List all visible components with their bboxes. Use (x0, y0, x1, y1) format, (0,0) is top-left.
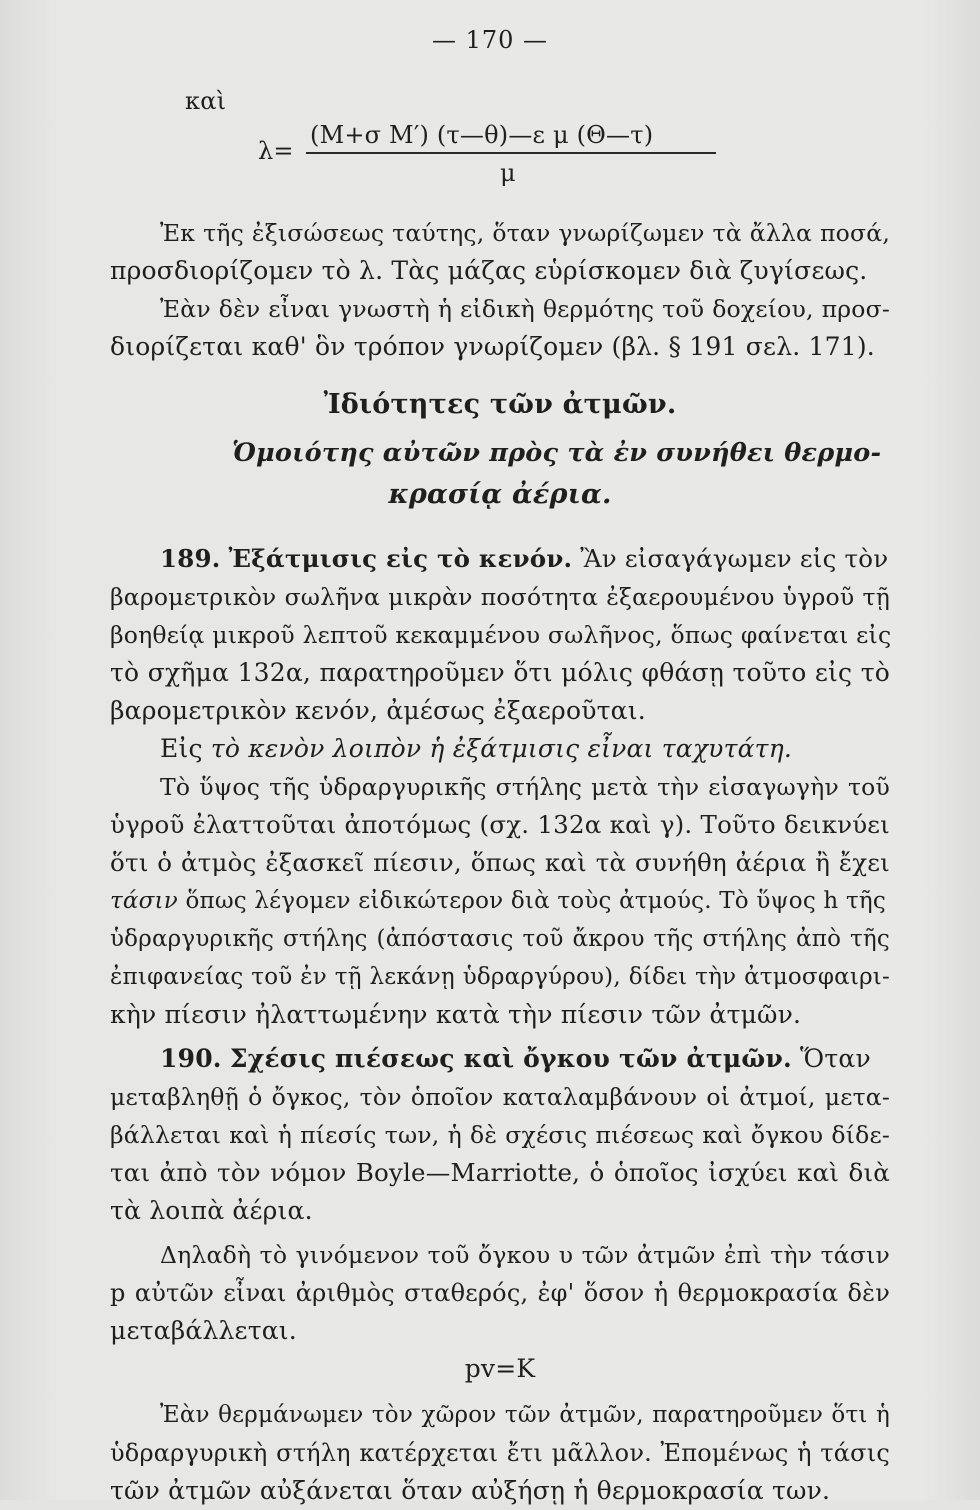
sec190-line2: μεταβληθῇ ὁ ὄγκος, τὸν ὁποῖον καταλαμβάνουν οἱ ἀτμοί, μετα- (110, 1083, 890, 1111)
sec189-p2-line6: ἐπιφανείας τοῦ ἐν τῇ λεκάνῃ ὑδραργύρου), δίδει τὴν ἀτμοσφαιρι- (110, 964, 890, 990)
sec189-p2-line5: ὑδραργυρικῆς στήλης (ἀπόστασις τοῦ ἄκρου τῆς στήλης ἀπὸ τῆς (110, 926, 890, 952)
formula-kai: καὶ (185, 87, 227, 115)
sec189-p2-line1: Τὸ ὕψος τῆς ὑδραργυρικῆς στήλης μετὰ τὴν εἰσαγωγὴν τοῦ (160, 773, 890, 801)
formula-denominator: μ (500, 159, 516, 187)
sec190-title: Σχέσις πιέσεως καὶ ὄγκου τῶν ἀτμῶν. (229, 1044, 792, 1073)
sec190-p3-line3: τῶν ἀτμῶν αὐξάνεται ὅταν αὐξήσῃ ἡ θερμοκρασία των. (110, 1476, 831, 1505)
sec190-line4: ται ἀπὸ τὸν νόμον Boyle—Marriotte, ὁ ὁποῖος ἰσχύει καὶ διὰ (110, 1158, 890, 1187)
sec189-p2-line3: ὅτι ὁ ἀτμὸς ἐξασκεῖ πίεσιν, ὅπως καὶ τὰ συνήθη ἀέρια ἢ ἔχει (110, 848, 890, 877)
sec189-line4: τὸ σχῆμα 132α, παρατηροῦμεν ὅτι μόλις φθάσῃ τοῦτο εἰς τὸ (110, 658, 890, 687)
subheading-line1: Ὁμοιότης αὐτῶν πρὸς τὰ ἐν συνήθει θερμο- (232, 438, 882, 468)
sec189-p2-line2: ὑγροῦ ἐλαττοῦται ἀποτόμως (σχ. 132α καὶ γ). Τοῦτο δεικνύει (110, 810, 890, 839)
sec190-p2-line2: p αὐτῶν εἶναι ἀριθμὸς σταθερός, ἐφ' ὅσον ἡ θερμοκρασία δὲν (110, 1279, 890, 1307)
sec189-line5: βαρομετρικὸν κενόν, ἀμέσως ἐξαεροῦται. (110, 696, 646, 725)
sec189-line1-rest: Ἂν εἰσαγάγωμεν εἰς τὸν (580, 544, 889, 573)
sec189-p2-italic: τάσιν (110, 888, 178, 914)
sec189-line2: βαρομετρικὸν σωλῆνα μικρὰν ποσότητα ἐξαερουμένου ὑγροῦ τῇ (110, 583, 890, 611)
sec189-p2-line4 (110, 882, 890, 920)
sec189-p2-line4-rest: ὅπως λέγομεν εἰδικώτερον διὰ τοὺς ἀτμούς. Τὸ ὕψος h τῆς (185, 888, 886, 914)
subheading-line2: κρασίᾳ ἀέρια. (388, 479, 612, 510)
section-heading: Ἰδιότητες τῶν ἀτμῶν. (323, 389, 677, 420)
formula-lhs: λ= (258, 137, 294, 165)
sec190-p3-line1: Ἐὰν θερμάνωμεν τὸν χῶρον τῶν ἀτμῶν, παρατηροῦμεν ὅτι ἡ (160, 1402, 890, 1428)
page-number: — 170 — (431, 26, 549, 54)
sec189-number: 189. (160, 544, 221, 573)
sec190-line1 (160, 1040, 890, 1078)
para2-line1: Ἐὰν δὲν εἶναι γνωστὴ ἡ εἰδικὴ θερμότης τοῦ δοχείου, προσ- (160, 295, 890, 323)
sec189-italic-pre: Εἰς (160, 734, 203, 763)
sec189-line1 (160, 540, 890, 578)
sec190-line3: βάλλεται καὶ ἡ πίεσίς των, ἡ δὲ σχέσις πιέσεως καὶ ὄγκου δίδε- (110, 1121, 890, 1149)
para1-line2: προσδιορίζομεν τὸ λ. Τὰς μάζας εὑρίσκομεν διὰ ζυγίσεως. (110, 256, 868, 285)
para1-line1: Ἐκ τῆς ἐξισώσεως ταύτης, ὅταν γνωρίζωμεν τὰ ἄλλα ποσά, (160, 219, 890, 247)
para2-line2: διορίζεται καθ' ὃν τρόπον γνωρίζομεν (βλ. § 191 σελ. 171). (110, 332, 875, 361)
sec190-number: 190. (160, 1044, 222, 1073)
sec190-line1-rest: Ὅταν (800, 1044, 871, 1073)
sec189-italic-line (160, 730, 890, 768)
sec190-line5: τὰ λοιπὰ ἀέρια. (110, 1196, 313, 1225)
sec189-line3: βοηθείᾳ μικροῦ λεπτοῦ κεκαμμένου σωλῆνος, ὅπως φαίνεται εἰς (110, 621, 892, 649)
sec190-p2-line1: Δηλαδὴ τὸ γινόμενον τοῦ ὄγκου υ τῶν ἀτμῶν ἐπὶ τὴν τάσιν (160, 1241, 890, 1269)
formula-numerator: (M+σ M′) (τ—θ)—ε μ (Θ—τ) (310, 121, 654, 149)
sec190-p2-line3: μεταβάλλεται. (110, 1316, 297, 1345)
sec189-title: Ἐξάτμισις εἰς τὸ κενόν. (228, 544, 573, 573)
sec189-italic-text: τὸ κενὸν λοιπὸν ἡ ἐξάτμισις εἶναι ταχυτάτη. (210, 734, 793, 763)
sec189-p2-line7: κὴν πίεσιν ἠλαττωμένην κατὰ τὴν πίεσιν τῶν ἀτμῶν. (110, 1000, 802, 1029)
sec190-equation: pv=K (464, 1354, 536, 1383)
sec190-p3-line2: ὑδραργυρικὴ στήλη κατέρχεται ἔτι μᾶλλον. Ἐπομένως ἡ τάσις (110, 1439, 890, 1467)
